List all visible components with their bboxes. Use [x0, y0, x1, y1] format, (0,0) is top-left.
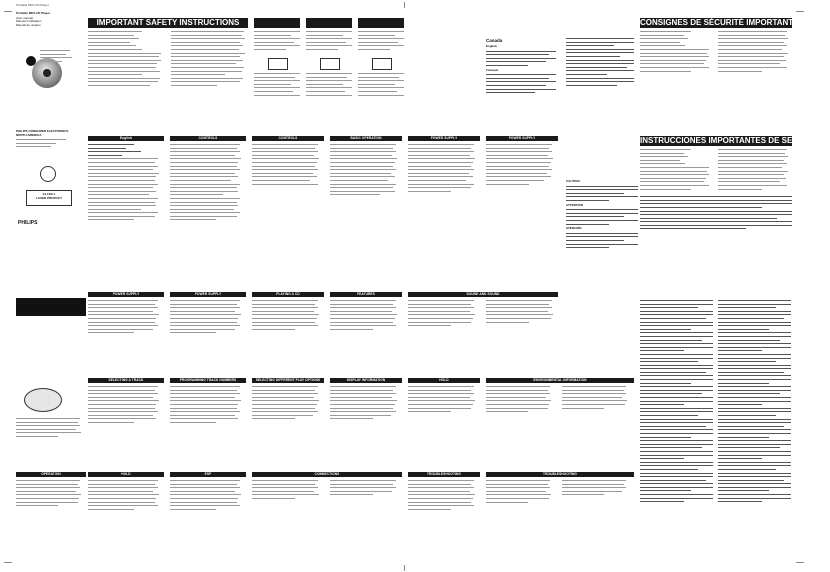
row3-panel-2: [170, 292, 246, 372]
row4-header-5: HOLD: [408, 378, 480, 383]
row3-header-5: SOUND AND SOUND: [408, 292, 558, 297]
row5-header-5: TROUBLESHOOTING: [408, 472, 480, 477]
row4-illustration-panel: [16, 378, 86, 478]
warning-box: [268, 58, 288, 70]
safety-en-header: IMPORTANT SAFETY INSTRUCTIONS: [88, 18, 248, 28]
row4-header-4: DISPLAY INFORMATION: [330, 378, 402, 383]
warning-banner: [16, 298, 86, 316]
badge-icon: [26, 56, 36, 66]
row5-header-3: ESP: [170, 472, 246, 477]
laser-label-line2: LASER PRODUCT: [36, 195, 62, 200]
row3-panel-5: [408, 292, 558, 372]
registration-fr-header: [306, 18, 352, 28]
row5-header-2: HOLD: [88, 472, 164, 477]
caution-heading: CAUTION: [566, 179, 580, 183]
canada-panel: [486, 38, 556, 138]
caution-panel: [566, 180, 638, 300]
cover-manual-en: User manual: [16, 15, 34, 20]
canada-english-label: English: [486, 44, 497, 48]
crop-mark: [4, 11, 12, 12]
row4-panel-4: [330, 378, 402, 468]
crop-mark: [4, 562, 12, 563]
row2-header-2: CONTROLS: [170, 136, 246, 141]
row3-header-3: PLAYING A CD: [252, 292, 324, 297]
warning-box: [372, 58, 392, 70]
safety-es-panel: [640, 136, 830, 296]
registration-en-header: [254, 18, 300, 28]
warning-box: [320, 58, 340, 70]
print-slug: Portable MP3-CD Player: [16, 3, 49, 7]
row3-panel-3: [252, 292, 324, 372]
crop-mark: [796, 11, 804, 12]
controls-panel-a: [170, 136, 246, 288]
company-region: NORTH AMERICA: [16, 132, 42, 137]
row5-header-6: TROUBLESHOOTING: [486, 472, 634, 477]
crop-mark: [796, 562, 804, 563]
warranty-panel: [640, 300, 792, 562]
row4-panel-3: [252, 378, 324, 468]
registration-es-header: [358, 18, 404, 28]
attention-heading: ATTENTION: [566, 202, 583, 207]
safety-es-header: INSTRUCCIONES IMPORTANTES DE SEGURIDAD: [640, 136, 830, 145]
row3-panel-1: [88, 292, 164, 372]
row4-header-2: PROGRAMMING TRACK NUMBERS: [170, 378, 246, 383]
cover-manual-fr: Manuel d'utilisation: [16, 19, 42, 24]
safety-en-panel: [88, 18, 248, 118]
row3-header-4: FEATURES: [330, 292, 402, 297]
power-supply-panel-a: [408, 136, 480, 288]
row2-header-3: CONTROLS: [252, 136, 324, 141]
basic-operation-panel: [330, 136, 402, 288]
row4-header-1: SELECTING A TRACK: [88, 378, 164, 383]
row3-header-2: POWER SUPPLY: [170, 292, 246, 297]
row5-panel-1: [88, 472, 164, 560]
row5-header-1: OPERATION: [16, 472, 86, 477]
row4-header-3: SELECTING DIFFERENT PLAY OPTIONS: [252, 378, 324, 383]
registration-fr-panel: [306, 18, 352, 118]
laser-label-line1: CLASS 1: [42, 192, 56, 196]
row4-panel-5: [408, 378, 480, 468]
cover-title: Portable MP3-CD Player: [16, 11, 51, 15]
row4-panel-6: [486, 378, 634, 468]
row2-header-5: POWER SUPPLY: [408, 136, 480, 141]
row5-panel-0: [16, 472, 86, 560]
row5-header-4: CONNECTIONS: [252, 472, 402, 477]
device-illustration: [24, 388, 62, 412]
row4-header-6: ENVIRONMENTAL INFORMATION: [486, 378, 634, 383]
controls-panel-b: [252, 136, 324, 288]
row2-header-4: BASIC OPERATION: [330, 136, 402, 141]
cover-feature-list: [40, 50, 80, 80]
canada-french-label: Français: [486, 67, 499, 72]
row5-panel-3: [252, 472, 402, 560]
recycle-icon: [40, 166, 56, 182]
row5-panel-2: [170, 472, 246, 560]
company-name: PHILIPS CONSUMER ELECTRONICS: [16, 129, 69, 133]
row3-panel-4: [330, 292, 402, 372]
cover-manual-es: Manual de usuario: [16, 22, 41, 27]
row4-panel-2: [170, 378, 246, 468]
row2-header-6: POWER SUPPLY: [486, 136, 558, 141]
brand-logo: PHILIPS: [18, 220, 38, 226]
power-supply-panel-b: [486, 136, 558, 288]
registration-es-panel: [358, 18, 404, 118]
row5-panel-5: [486, 472, 634, 560]
row2-header-1: English: [88, 136, 164, 141]
registration-en-panel: [254, 18, 300, 118]
crop-mark: [404, 565, 405, 571]
compliance-panel: [566, 38, 634, 134]
row5-panel-4: [408, 472, 480, 560]
row3-header-1: POWER SUPPLY: [88, 292, 164, 297]
row4-panel-1: [88, 378, 164, 468]
safety-fr-panel: [640, 18, 804, 118]
atencion-heading: ATENCIÓN: [566, 226, 582, 231]
crop-mark: [404, 2, 405, 8]
laser-label: [26, 190, 72, 206]
english-controls-panel: [88, 136, 164, 288]
canada-heading: Canada: [486, 38, 503, 43]
safety-fr-header: CONSIGNES DE SÉCURITÉ IMPORTANTES: [640, 18, 804, 27]
